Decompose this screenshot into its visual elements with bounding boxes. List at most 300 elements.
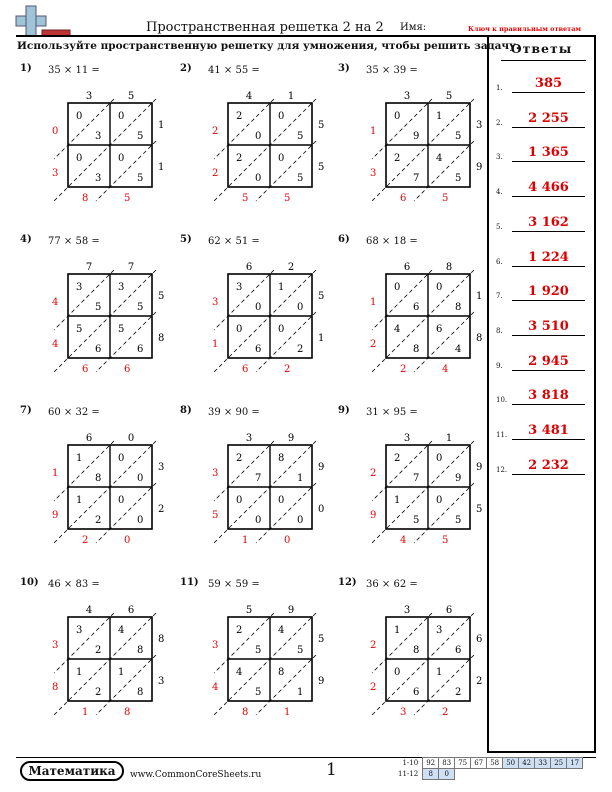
side-digit: 2 xyxy=(158,504,165,515)
top-digit: 5 xyxy=(445,91,453,102)
lattice-grid xyxy=(338,405,488,555)
answer-number: 6. xyxy=(496,257,503,266)
cell-tens-digit: 0 xyxy=(76,111,83,122)
result-digit-left: 3 xyxy=(212,468,219,479)
answer-row xyxy=(489,210,594,232)
lattice-grid xyxy=(180,63,330,213)
side-digit: 8 xyxy=(158,634,165,645)
cell-ones-digit: 3 xyxy=(95,131,102,142)
side-digit: 3 xyxy=(476,120,483,131)
cell-tens-digit: 0 xyxy=(394,111,401,122)
answer-number: 7. xyxy=(496,292,503,301)
lattice-grid xyxy=(338,63,488,213)
top-digit: 6 xyxy=(445,605,453,616)
result-digit-bottom: 5 xyxy=(442,535,449,546)
result-digit-left: 2 xyxy=(212,168,219,179)
lattice-diagonal xyxy=(372,441,474,543)
cell-tens-digit: 1 xyxy=(436,111,443,122)
result-digit-left: 2 xyxy=(370,468,377,479)
result-digit-left: 1 xyxy=(52,468,59,479)
problem-9 xyxy=(338,405,488,555)
cell-ones-digit: 0 xyxy=(137,473,144,484)
cell-tens-digit: 3 xyxy=(118,282,125,293)
cell-tens-digit: 1 xyxy=(278,282,285,293)
result-digit-bottom: 4 xyxy=(400,535,407,546)
result-digit-bottom: 1 xyxy=(82,707,89,718)
top-digit: 3 xyxy=(245,433,253,444)
cell-tens-digit: 0 xyxy=(76,153,83,164)
top-digit: 1 xyxy=(287,91,295,102)
score-cell: 75 xyxy=(455,758,471,769)
result-digit-left: 1 xyxy=(212,339,219,350)
score-cell: 25 xyxy=(551,758,567,769)
cell-ones-digit: 1 xyxy=(297,473,304,484)
cell-tens-digit: 4 xyxy=(278,625,285,636)
cell-tens-digit: 1 xyxy=(394,625,401,636)
lattice-grid xyxy=(338,577,488,727)
answer-value: 2 945 xyxy=(528,353,569,369)
side-digit: 9 xyxy=(318,676,325,687)
side-digit: 1 xyxy=(158,120,165,131)
result-digit-bottom: 2 xyxy=(82,535,89,546)
cell-ones-digit: 0 xyxy=(255,515,262,526)
answer-value: 3 818 xyxy=(528,388,569,404)
cell-ones-digit: 5 xyxy=(455,131,462,142)
result-digit-left: 3 xyxy=(370,168,377,179)
problem-6 xyxy=(338,234,488,384)
result-digit-left: 3 xyxy=(212,297,219,308)
answer-row xyxy=(489,245,594,267)
cell-ones-digit: 5 xyxy=(255,645,262,656)
result-digit-left: 1 xyxy=(370,126,377,137)
answer-value: 1 224 xyxy=(528,249,569,265)
problem-expression: 39 × 90 = xyxy=(208,407,260,418)
problem-number: 1) xyxy=(20,63,32,74)
cell-ones-digit: 0 xyxy=(297,302,304,313)
answer-blank-line xyxy=(512,266,585,267)
lattice-grid xyxy=(180,234,330,384)
problem-expression: 35 × 39 = xyxy=(366,65,418,76)
answer-blank-line xyxy=(512,300,585,301)
lattice-diagonal xyxy=(54,270,156,372)
side-digit: 5 xyxy=(318,162,325,173)
answer-blank-line xyxy=(512,370,585,371)
cell-tens-digit: 1 xyxy=(76,495,83,506)
answer-row xyxy=(489,314,594,336)
problem-expression: 36 × 62 = xyxy=(366,579,418,590)
answer-blank-line xyxy=(512,231,585,232)
result-digit-bottom: 3 xyxy=(400,707,407,718)
answer-value: 2 232 xyxy=(528,457,569,473)
answer-number: 11. xyxy=(496,431,508,439)
score-row-label: 11-12 xyxy=(398,770,419,778)
cell-tens-digit: 4 xyxy=(394,324,401,335)
cell-tens-digit: 0 xyxy=(118,153,125,164)
score-row-label: 1-10 xyxy=(402,759,419,767)
top-digit: 8 xyxy=(445,262,453,273)
cell-ones-digit: 2 xyxy=(455,687,462,698)
result-digit-bottom: 4 xyxy=(442,364,449,375)
side-digit: 5 xyxy=(476,504,483,515)
result-digit-left: 4 xyxy=(52,339,59,350)
answer-row xyxy=(489,175,594,197)
result-digit-left: 8 xyxy=(52,682,59,693)
result-digit-bottom: 6 xyxy=(242,364,249,375)
lattice-grid xyxy=(20,577,170,727)
answer-key-label: Ключ к правильным ответам xyxy=(468,25,582,33)
top-digit: 6 xyxy=(85,433,93,444)
problem-expression: 68 × 18 = xyxy=(366,236,418,247)
top-digit: 7 xyxy=(85,262,93,273)
cell-tens-digit: 0 xyxy=(436,453,443,464)
problem-expression: 59 × 59 = xyxy=(208,579,260,590)
cell-ones-digit: 6 xyxy=(255,344,262,355)
cell-ones-digit: 5 xyxy=(297,173,304,184)
result-digit-left: 2 xyxy=(212,126,219,137)
score-cell: 8 xyxy=(423,769,439,780)
answers-title: Ответы xyxy=(510,41,573,56)
lattice-grid xyxy=(20,405,170,555)
answer-value: 1 920 xyxy=(528,284,569,300)
side-digit: 9 xyxy=(476,162,483,173)
answer-row xyxy=(489,140,594,162)
result-digit-left: 0 xyxy=(52,126,59,137)
cell-tens-digit: 8 xyxy=(278,453,285,464)
result-digit-bottom: 8 xyxy=(124,707,131,718)
lattice-diagonal xyxy=(214,270,316,372)
side-digit: 5 xyxy=(158,291,165,302)
cell-ones-digit: 6 xyxy=(95,344,102,355)
top-digit: 5 xyxy=(245,605,253,616)
answer-number: 12. xyxy=(496,465,508,474)
result-digit-bottom: 5 xyxy=(442,193,449,204)
result-digit-bottom: 2 xyxy=(400,364,407,375)
answer-blank-line xyxy=(512,196,585,197)
top-digit: 6 xyxy=(127,605,135,616)
top-digit: 3 xyxy=(85,91,93,102)
problem-3 xyxy=(338,63,488,213)
cell-tens-digit: 1 xyxy=(436,667,443,678)
top-digit: 3 xyxy=(403,91,411,102)
cell-ones-digit: 6 xyxy=(413,302,420,313)
answer-number: 5. xyxy=(496,222,503,231)
cell-tens-digit: 0 xyxy=(436,282,443,293)
cell-tens-digit: 2 xyxy=(236,153,243,164)
problem-number: 4) xyxy=(20,234,32,245)
problem-8 xyxy=(180,405,330,555)
cell-tens-digit: 0 xyxy=(118,111,125,122)
problem-number: 8) xyxy=(180,405,192,416)
cell-ones-digit: 6 xyxy=(455,645,462,656)
top-digit: 6 xyxy=(245,262,253,273)
cell-tens-digit: 1 xyxy=(76,453,83,464)
score-cell: 83 xyxy=(439,758,455,769)
cell-ones-digit: 2 xyxy=(95,687,102,698)
problem-11 xyxy=(180,577,330,727)
lattice-grid xyxy=(20,63,170,213)
answer-row xyxy=(489,71,594,93)
score-cell: 33 xyxy=(535,758,551,769)
cell-ones-digit: 4 xyxy=(455,344,462,355)
result-digit-bottom: 5 xyxy=(124,193,131,204)
answer-value: 4 466 xyxy=(528,180,569,196)
cell-tens-digit: 3 xyxy=(436,625,443,636)
cell-tens-digit: 0 xyxy=(278,495,285,506)
cell-tens-digit: 6 xyxy=(436,324,443,335)
cell-tens-digit: 2 xyxy=(236,453,243,464)
cell-tens-digit: 3 xyxy=(76,625,83,636)
side-digit: 1 xyxy=(318,333,325,344)
problem-number: 9) xyxy=(338,405,350,416)
result-digit-left: 9 xyxy=(52,510,59,521)
problem-number: 7) xyxy=(20,405,32,416)
cell-ones-digit: 1 xyxy=(297,687,304,698)
result-digit-bottom: 2 xyxy=(284,364,291,375)
answer-value: 3 481 xyxy=(528,423,569,438)
side-digit: 5 xyxy=(318,291,325,302)
top-digit: 2 xyxy=(287,262,295,273)
page-number: 1 xyxy=(326,760,337,780)
answer-row xyxy=(489,349,594,371)
cell-ones-digit: 7 xyxy=(413,173,420,184)
cell-tens-digit: 0 xyxy=(394,282,401,293)
answer-blank-line xyxy=(512,92,585,93)
name-label: Имя: xyxy=(400,22,427,33)
cell-tens-digit: 5 xyxy=(118,324,125,335)
side-digit: 8 xyxy=(476,333,483,344)
subject-badge: Математика xyxy=(20,761,124,781)
site-url: www.CommonCoreSheets.ru xyxy=(130,770,262,780)
score-cell: 0 xyxy=(439,769,455,780)
answer-number: 10. xyxy=(496,396,508,405)
result-digit-bottom: 6 xyxy=(400,193,407,204)
side-digit: 3 xyxy=(158,676,165,687)
top-digit: 7 xyxy=(127,262,135,273)
score-cell: 42 xyxy=(519,758,535,769)
problem-number: 2) xyxy=(180,63,192,74)
cell-tens-digit: 2 xyxy=(236,625,243,636)
cell-tens-digit: 5 xyxy=(76,324,83,335)
answers-panel xyxy=(487,35,596,753)
top-digit: 0 xyxy=(127,433,135,444)
result-digit-left: 3 xyxy=(52,640,59,651)
cell-tens-digit: 1 xyxy=(76,667,83,678)
cell-tens-digit: 0 xyxy=(278,324,285,335)
cell-tens-digit: 0 xyxy=(118,453,125,464)
answer-blank-line xyxy=(512,439,585,440)
answer-row xyxy=(489,453,594,475)
problem-number: 11) xyxy=(180,577,199,588)
answer-number: 2. xyxy=(496,118,503,127)
score-cell: 92 xyxy=(423,758,439,769)
side-digit: 5 xyxy=(318,634,325,645)
lattice-grid xyxy=(180,405,330,555)
score-cell: 17 xyxy=(567,758,583,769)
problem-expression: 77 × 58 = xyxy=(48,236,100,247)
answer-row xyxy=(489,279,594,301)
cell-ones-digit: 5 xyxy=(297,645,304,656)
result-digit-left: 1 xyxy=(370,297,377,308)
top-digit: 3 xyxy=(403,433,411,444)
lattice-diagonal xyxy=(372,613,474,715)
cell-tens-digit: 2 xyxy=(394,153,401,164)
side-digit: 2 xyxy=(476,676,483,687)
problem-2 xyxy=(180,63,330,213)
answer-blank-line xyxy=(512,335,585,336)
cell-ones-digit: 8 xyxy=(137,687,144,698)
side-digit: 9 xyxy=(318,462,325,473)
cell-ones-digit: 2 xyxy=(95,515,102,526)
answer-value: 2 255 xyxy=(528,110,569,126)
problem-number: 6) xyxy=(338,234,350,245)
lattice-diagonal xyxy=(214,441,316,543)
cell-tens-digit: 4 xyxy=(236,667,243,678)
page-title: Пространственная решетка 2 на 2 xyxy=(146,20,384,35)
cell-ones-digit: 8 xyxy=(455,302,462,313)
score-row xyxy=(396,758,583,769)
lattice-diagonal xyxy=(372,99,474,201)
top-digit: 3 xyxy=(403,605,411,616)
result-digit-left: 4 xyxy=(52,297,59,308)
side-digit: 9 xyxy=(476,462,483,473)
cell-tens-digit: 0 xyxy=(278,153,285,164)
result-digit-left: 2 xyxy=(370,339,377,350)
lattice-diagonal xyxy=(54,441,156,543)
cell-ones-digit: 5 xyxy=(255,687,262,698)
cell-tens-digit: 0 xyxy=(236,324,243,335)
side-digit: 0 xyxy=(318,504,325,515)
cell-ones-digit: 6 xyxy=(137,344,144,355)
score-cell: 50 xyxy=(503,758,519,769)
cell-ones-digit: 2 xyxy=(297,344,304,355)
top-digit: 1 xyxy=(445,433,453,444)
result-digit-bottom: 8 xyxy=(242,707,249,718)
side-digit: 5 xyxy=(318,120,325,131)
cell-tens-digit: 2 xyxy=(394,453,401,464)
cell-ones-digit: 5 xyxy=(137,131,144,142)
answer-number: 4. xyxy=(496,188,503,197)
cell-ones-digit: 7 xyxy=(413,473,420,484)
result-digit-bottom: 5 xyxy=(284,193,291,204)
lattice-diagonal xyxy=(214,99,316,201)
score-table xyxy=(396,757,583,780)
problem-expression: 41 × 55 = xyxy=(208,65,260,76)
answer-number: 1. xyxy=(496,84,503,92)
result-digit-bottom: 2 xyxy=(442,707,449,718)
cell-ones-digit: 0 xyxy=(255,302,262,313)
answer-blank-line xyxy=(512,127,585,128)
result-digit-left: 3 xyxy=(212,640,219,651)
answer-number: 3. xyxy=(496,153,503,162)
lattice-diagonal xyxy=(54,613,156,715)
cell-tens-digit: 4 xyxy=(118,625,125,636)
result-digit-bottom: 6 xyxy=(82,364,89,375)
lattice-grid xyxy=(20,234,170,384)
cell-ones-digit: 6 xyxy=(413,687,420,698)
result-digit-left: 2 xyxy=(370,640,377,651)
lattice-diagonal xyxy=(54,99,156,201)
problem-1 xyxy=(20,63,170,213)
problem-5 xyxy=(180,234,330,384)
answer-value: 385 xyxy=(534,76,563,91)
result-digit-left: 5 xyxy=(212,510,219,521)
problem-number: 3) xyxy=(338,63,350,74)
side-digit: 8 xyxy=(158,333,165,344)
problem-expression: 62 × 51 = xyxy=(208,236,260,247)
cell-tens-digit: 0 xyxy=(236,495,243,506)
score-cell: 58 xyxy=(487,758,503,769)
cell-ones-digit: 5 xyxy=(455,515,462,526)
problem-number: 10) xyxy=(20,577,39,588)
side-digit: 1 xyxy=(476,291,483,302)
result-digit-bottom: 0 xyxy=(124,535,131,546)
cell-ones-digit: 0 xyxy=(297,515,304,526)
instructions: Используйте пространственную решетку для умножения, чтобы решить задачу. xyxy=(17,40,520,52)
cell-ones-digit: 5 xyxy=(137,173,144,184)
top-digit: 6 xyxy=(403,262,411,273)
result-digit-left: 2 xyxy=(370,682,377,693)
cell-tens-digit: 1 xyxy=(394,495,401,506)
result-digit-bottom: 8 xyxy=(82,193,89,204)
cell-ones-digit: 5 xyxy=(137,302,144,313)
math-logo-icon xyxy=(12,4,72,38)
answer-value: 3 510 xyxy=(528,318,569,334)
problem-expression: 46 × 83 = xyxy=(48,579,100,590)
result-digit-bottom: 0 xyxy=(284,535,291,546)
cell-ones-digit: 5 xyxy=(413,515,420,526)
cell-ones-digit: 0 xyxy=(255,173,262,184)
result-digit-left: 4 xyxy=(212,682,219,693)
cell-ones-digit: 3 xyxy=(95,173,102,184)
cell-ones-digit: 0 xyxy=(255,131,262,142)
answers-title-underline xyxy=(501,60,586,61)
lattice-grid xyxy=(180,577,330,727)
cell-ones-digit: 7 xyxy=(255,473,262,484)
cell-ones-digit: 8 xyxy=(413,645,420,656)
lattice-diagonal xyxy=(372,270,474,372)
problem-expression: 60 × 32 = xyxy=(48,407,100,418)
cell-ones-digit: 0 xyxy=(137,515,144,526)
answer-blank-line xyxy=(512,474,585,475)
problem-expression: 31 × 95 = xyxy=(366,407,418,418)
problem-4 xyxy=(20,234,170,384)
score-row xyxy=(396,769,583,780)
cell-ones-digit: 8 xyxy=(137,645,144,656)
cell-ones-digit: 8 xyxy=(413,344,420,355)
cell-tens-digit: 3 xyxy=(76,282,83,293)
top-digit: 5 xyxy=(127,91,135,102)
cell-tens-digit: 3 xyxy=(236,282,243,293)
result-digit-bottom: 1 xyxy=(242,535,249,546)
cell-tens-digit: 0 xyxy=(394,667,401,678)
side-digit: 1 xyxy=(158,162,165,173)
cell-ones-digit: 9 xyxy=(455,473,462,484)
problem-7 xyxy=(20,405,170,555)
answer-row xyxy=(489,106,594,128)
cell-tens-digit: 8 xyxy=(278,667,285,678)
answer-value: 1 365 xyxy=(528,145,569,161)
lattice-diagonal xyxy=(214,613,316,715)
cell-ones-digit: 2 xyxy=(95,645,102,656)
side-digit: 6 xyxy=(476,634,483,645)
problem-expression: 35 × 11 = xyxy=(48,65,100,76)
cell-tens-digit: 1 xyxy=(118,667,125,678)
result-digit-left: 9 xyxy=(370,510,377,521)
top-digit: 9 xyxy=(287,605,295,616)
top-digit: 9 xyxy=(287,433,295,444)
answer-number: 8. xyxy=(496,326,503,335)
score-cell: 67 xyxy=(471,758,487,769)
